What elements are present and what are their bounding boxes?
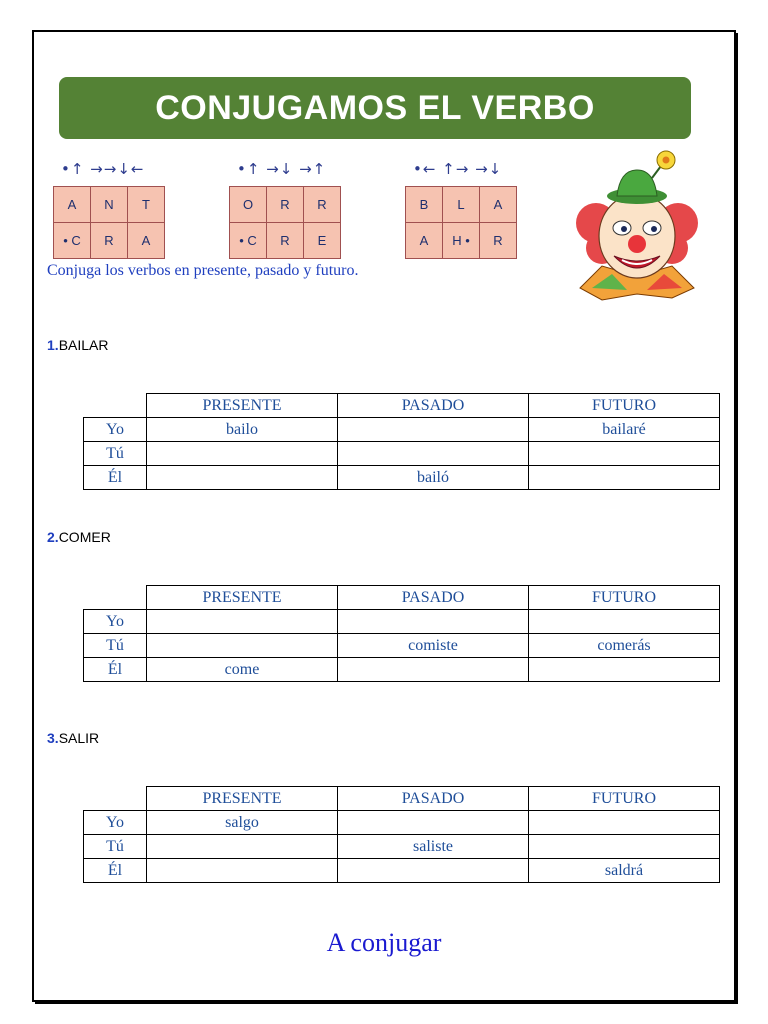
answer-cell[interactable] (147, 442, 338, 466)
answer-cell[interactable] (147, 859, 338, 883)
pronoun-cell: Yo (84, 610, 147, 634)
answer-cell[interactable] (338, 442, 529, 466)
conjugation-table-salir (83, 786, 720, 883)
puzzle-cell: R (91, 223, 128, 259)
answer-cell[interactable] (529, 811, 720, 835)
section-title-comer (47, 529, 111, 545)
answer-cell[interactable] (529, 466, 720, 490)
puzzle-arrows: •← ↑→ →↓ (413, 160, 503, 178)
puzzle-cell: N (91, 187, 128, 223)
pronoun-cell: Yo (84, 418, 147, 442)
section-title-salir (47, 730, 99, 746)
pronoun-cell: Tú (84, 835, 147, 859)
answer-cell[interactable] (338, 859, 529, 883)
header-futuro: FUTURO (529, 586, 720, 610)
answer-cell[interactable]: come (147, 658, 338, 682)
pronoun-cell: Yo (84, 811, 147, 835)
puzzle-cell: • C (54, 223, 91, 259)
clown-illustration (572, 148, 702, 308)
answer-cell[interactable] (338, 418, 529, 442)
puzzle-cell: • C (230, 223, 267, 259)
puzzle-cell: R (304, 187, 341, 223)
conjugation-table-comer (83, 585, 720, 682)
pronoun-cell: Él (84, 859, 147, 883)
answer-cell[interactable]: saldrá (529, 859, 720, 883)
puzzle-cell: R (480, 223, 517, 259)
answer-cell[interactable]: bailaré (529, 418, 720, 442)
header-pasado: PASADO (338, 586, 529, 610)
answer-cell[interactable] (147, 610, 338, 634)
header-futuro: FUTURO (529, 787, 720, 811)
answer-cell[interactable] (529, 835, 720, 859)
puzzle-arrows: •↑ →↓ →↑ (237, 160, 327, 178)
header-pasado: PASADO (338, 394, 529, 418)
puzzle-cell: R (267, 223, 304, 259)
answer-cell[interactable]: salgo (147, 811, 338, 835)
answer-cell[interactable]: bailó (338, 466, 529, 490)
footer-text: A conjugar (326, 928, 442, 957)
answer-cell[interactable] (529, 658, 720, 682)
letter-puzzle-1 (53, 160, 165, 260)
letter-puzzle-2 (229, 160, 341, 260)
section-number: 2. (47, 529, 59, 545)
answer-cell[interactable] (147, 634, 338, 658)
table-row (84, 811, 720, 835)
header-presente: PRESENTE (147, 787, 338, 811)
table-row (84, 658, 720, 682)
answer-cell[interactable] (529, 610, 720, 634)
pronoun-cell: Tú (84, 442, 147, 466)
puzzle-cell: R (267, 187, 304, 223)
puzzle-cell: A (128, 223, 165, 259)
header-presente: PRESENTE (147, 394, 338, 418)
section-title-bailar (47, 337, 109, 353)
answer-cell[interactable] (147, 466, 338, 490)
header-presente: PRESENTE (147, 586, 338, 610)
puzzle-grid (53, 186, 165, 259)
puzzle-grid (405, 186, 517, 259)
corner-cell (84, 394, 147, 418)
letter-puzzle-3 (405, 160, 517, 260)
puzzle-cell: H • (443, 223, 480, 259)
corner-cell (84, 787, 147, 811)
puzzle-cell: L (443, 187, 480, 223)
table-row (84, 634, 720, 658)
header-futuro: FUTURO (529, 394, 720, 418)
answer-cell[interactable] (338, 658, 529, 682)
conjugation-table-bailar (83, 393, 720, 490)
table-row (84, 835, 720, 859)
instruction-text: Conjuga los verbos en presente, pasado y futuro. (47, 262, 359, 279)
page-title: CONJUGAMOS EL VERBO (59, 77, 691, 139)
section-verb: SALIR (58, 730, 100, 746)
table-row (84, 466, 720, 490)
section-number: 3. (47, 730, 59, 746)
section-number: 1. (47, 337, 59, 353)
answer-cell[interactable] (147, 835, 338, 859)
table-row (84, 442, 720, 466)
table-row (84, 418, 720, 442)
puzzle-grid (229, 186, 341, 259)
puzzle-cell: O (230, 187, 267, 223)
pronoun-cell: Él (84, 466, 147, 490)
answer-cell[interactable]: comiste (338, 634, 529, 658)
table-row (84, 610, 720, 634)
puzzle-arrows: •↑ →→↓← (61, 160, 145, 178)
section-verb: COMER (58, 529, 111, 545)
puzzle-cell: E (304, 223, 341, 259)
puzzle-cell: B (406, 187, 443, 223)
header-pasado: PASADO (338, 787, 529, 811)
corner-cell (84, 586, 147, 610)
answer-cell[interactable]: saliste (338, 835, 529, 859)
answer-cell[interactable] (529, 442, 720, 466)
puzzle-cell: T (128, 187, 165, 223)
section-verb: BAILAR (58, 337, 109, 353)
answer-cell[interactable] (338, 811, 529, 835)
pronoun-cell: Tú (84, 634, 147, 658)
pronoun-cell: Él (84, 658, 147, 682)
puzzle-cell: A (480, 187, 517, 223)
table-row (84, 859, 720, 883)
answer-cell[interactable]: comerás (529, 634, 720, 658)
answer-cell[interactable]: bailo (147, 418, 338, 442)
puzzle-cell: A (406, 223, 443, 259)
answer-cell[interactable] (338, 610, 529, 634)
puzzle-cell: A (54, 187, 91, 223)
